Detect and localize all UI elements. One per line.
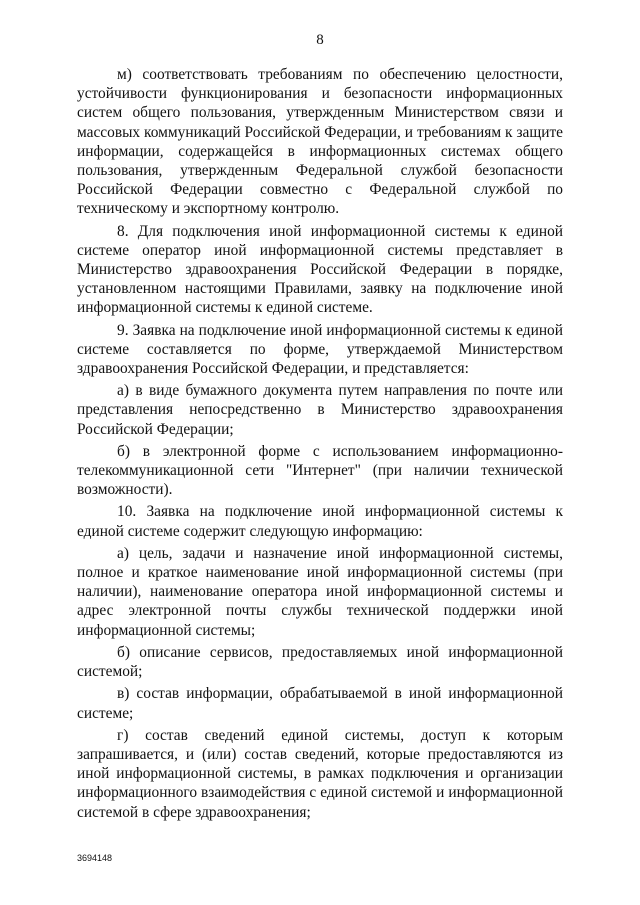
paragraph-9-item-b: б) в электронной форме с использованием информационно-телекоммуникационной сети "Интернет" (при наличии технической возможности). bbox=[77, 442, 563, 499]
paragraph-10: 10. Заявка на подключение иной информационной системы к единой системе содержит следующую информацию: bbox=[77, 503, 563, 540]
paragraph-8: 8. Для подключения иной информационной системы к единой системе оператор иной информационной системы представляет в Министерство здравоохранения Российской Федерации в порядке, установленном настоящими Правилами, заявку на подключение иной информационной системы к единой системе. bbox=[77, 222, 563, 317]
paragraph-10-item-v: в) состав информации, обрабатываемой в иной информационной системе; bbox=[77, 685, 563, 722]
paragraph-10-item-g: г) состав сведений единой системы, доступ к которым запрашивается, и (или) состав сведений, которые предоставляются из иной информационной системы, в рамках подключения и организации информационного взаимодействия с единой системой и информационной системой в сфере здравоохранения; bbox=[77, 726, 563, 821]
document-body bbox=[77, 65, 563, 822]
page-number: 8 bbox=[316, 32, 324, 48]
paragraph-10-item-a: а) цель, задачи и назначение иной информационной системы, полное и краткое наименование иной информационной системы (при наличии), наименование оператора иной информационной системы и адрес электронной почты службы технической поддержки иной информационной системы; bbox=[77, 544, 563, 639]
paragraph-9: 9. Заявка на подключение иной информационной системы к единой системе составляется по форме, утверждаемой Министерством здравоохранения Российской Федерации, и представляется: bbox=[77, 321, 563, 378]
paragraph-10-item-b: б) описание сервисов, предоставляемых иной информационной системой; bbox=[77, 643, 563, 681]
paragraph-9-item-a: а) в виде бумажного документа путем направления по почте или представления непосредственно в Министерство здравоохранения Российской Федерации; bbox=[77, 382, 563, 438]
paragraph-item-m: м) соответствовать требованиям по обеспечению целостности, устойчивости функционирования и безопасности информационных систем общего пользования, утвержденным Министерством связи и массовых коммуникаций Российской Федерации, и требованиям к защите информации, содержащейся в информационных системах общего пользования, утвержденным Федеральной службой безопасности Российской Федерации совместно с Федеральной службой по техническому и экспортному контролю. bbox=[77, 66, 563, 218]
document-code: 3694148 bbox=[77, 853, 113, 863]
